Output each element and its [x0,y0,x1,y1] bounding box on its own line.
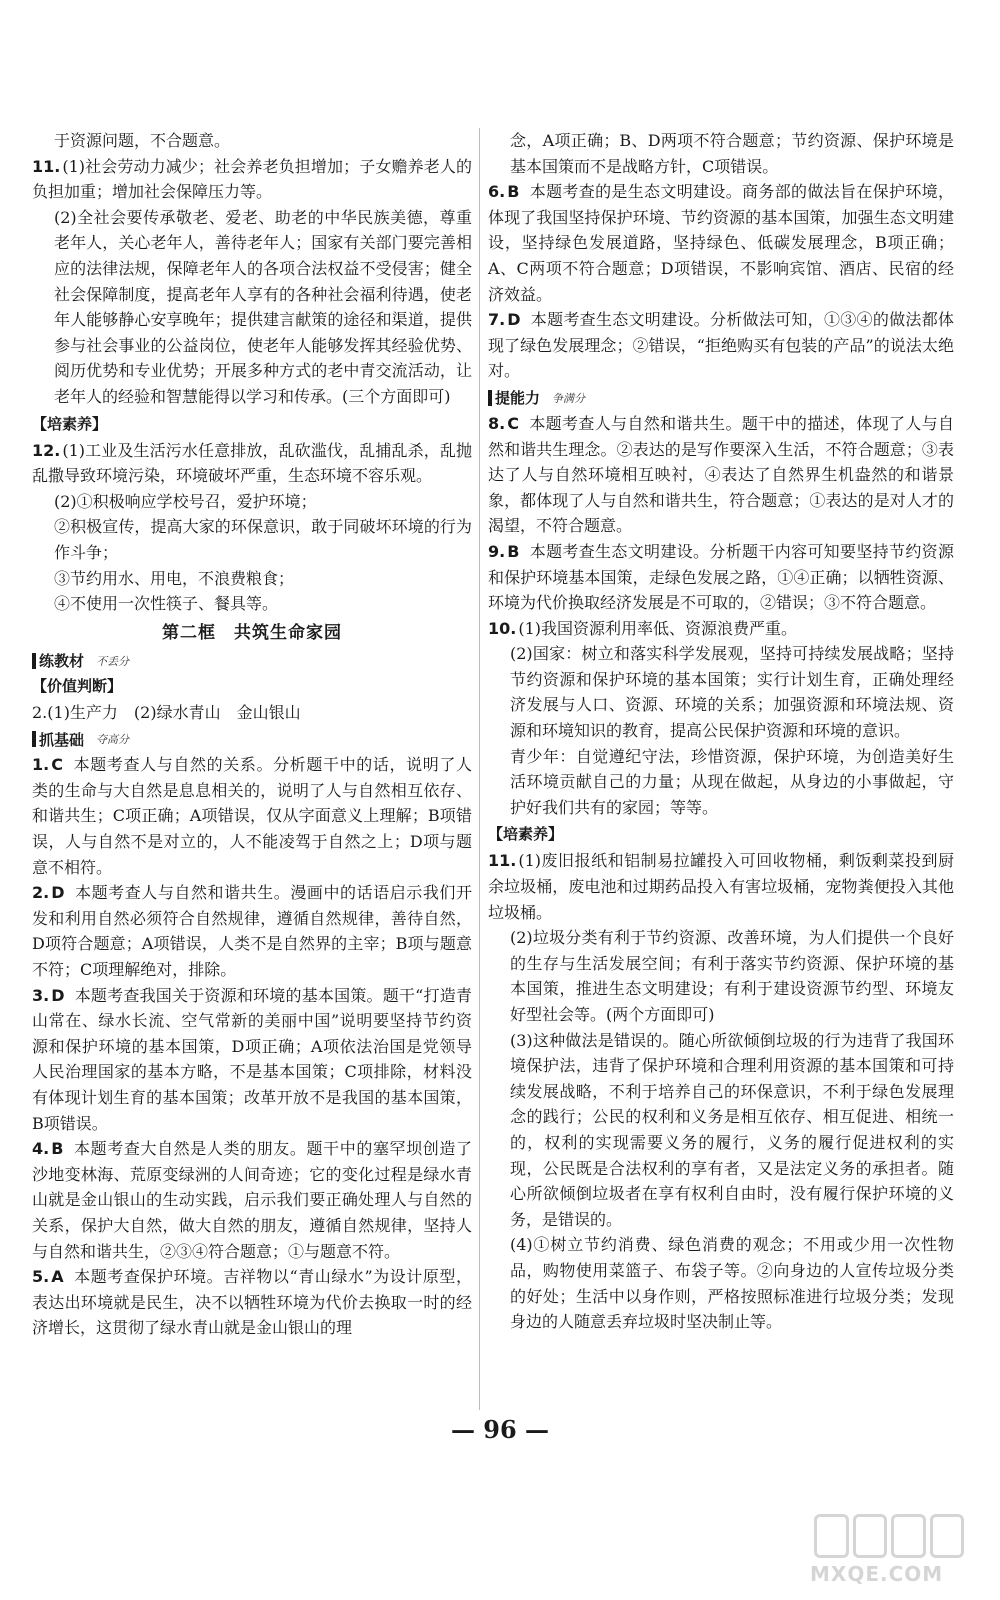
question-5 [32,1264,472,1341]
question-8 [488,411,954,539]
watermark-logo [810,1514,980,1586]
answer-text: (1)社会劳动力减少；社会养老负担增加；子女赡养老人的负担加重；增加社会保障压力等。 [32,156,472,202]
question-number: 10. [488,618,517,638]
answer-text: (1)我国资源利用率低、资源浪费严重。 [518,618,798,638]
question-number: 4. [32,1139,50,1159]
section-heading-peisuyang: 【培素养】 [488,825,564,844]
question-3 [32,983,472,1137]
left-column [32,128,472,1341]
section-title: 练教材 [39,652,85,671]
question-number: 6. [488,182,506,202]
answer-paragraph: ②积极宣传，提高大家的环保意识，敢于同破坏环境的行为作斗争； [54,517,472,562]
answer-paragraph: (2)国家：树立和落实科学发展观，坚持可持续发展战略；坚持节约资源和保护环境的基本国策；实行计划生育，正确处理经济发展与人口、资源、环境的关系；加强资源和环境法规、资源和环境知识的教育，提高公民保护资源和环境的意识。 [510,644,954,741]
question-number: 7. [488,310,506,330]
answer-letter: D [51,883,65,903]
answer-paragraph: (2)①积极响应学校号召，爱护环境； [54,491,317,511]
section-zhuajichu [32,728,472,750]
column-divider [479,128,480,1410]
answer-paragraph: (3)这种做法是错误的。随心所欲倾倒垃圾的行为违背了我国环境保护法，违背了保护环境和合理利用资源的基本国策和可持续发展战略，不利于培养自己的环保意识，不利于绿色发展理念的践行；公民的权利和义务是相互依存、相互促进、相统一的，权利的实现需要义务的履行，义务的履行促进权利的实现，公民既是合法权利的享有者，又是法定义务的承担者。随心所欲倾倒垃圾者在享有权利自由时，没有履行保护环境的义务，是错误的。 [510,1030,954,1229]
answer-text: 本题考查生态文明建设。分析做法可知，①③④的做法都体现了绿色发展理念；②错误，“拒绝购买有包装的产品”的说法太绝对。 [488,310,954,381]
page-number: — 96 — [450,1415,550,1444]
answer-letter: D [51,985,65,1005]
question-number: 1. [32,755,50,775]
answer-letter: A [51,1267,64,1287]
answer-text: 本题考查的是生态文明建设。商务部的做法旨在保护环境，体现了我国坚持保护环境、节约资源的基本国策，加强生态文明建设，坚持绿色发展道路，坚持绿色、低碳发展理念，B项正确；A、C两项不符合题意；D项错误，不影响宾馆、酒店、民宿的经济效益。 [488,182,954,304]
section-tinengli [488,387,954,409]
section-subtitle: 不丢分 [96,654,130,668]
answer-text: 本题考查我国关于资源和环境的基本国策。题干“打造青山常在、绿水长流、空气常新的美丽中国”说明要坚持节约资源和保护环境的基本国策，D项正确；A项依法治国是党领导人民治理国家的基本方略，不是基本国策；C项排除，材料没有体现计划生育的基本国策；改革开放不是我国的基本国策，B项错误。 [32,985,472,1133]
question-number: 9. [488,541,506,561]
answer-letter: D [507,310,521,330]
section-title: 提能力 [495,389,541,408]
section-title: 抓基础 [39,730,85,749]
answer-paragraph: (2)垃圾分类有利于节约资源、改善环境，为人们提供一个良好的生存与生活发展空间；有利于落实节约资源、保护环境的基本国策，推进生态文明建设；有利于建设资源节约型、环境友好型社会等。(两个方面即可) [510,928,954,1024]
answer-paragraph: (2)全社会要传承敬老、爱老、助老的中华民族美德，尊重老年人，关心老年人，善待老年人；国家有关部门要完善相应的法律法规，保障老年人的各项合法权益不受侵害；健全社会保障制度，提高老年人享有的各种社会福利待遇，使老年人能够静心安享晚年；提供建言献策的途径和渠道，提供参与社会事业的公益岗位，使老年人能够发挥其经验优势、阅历优势和专业优势；开展多种方式的老中青交流活动，让老年人的经验和智慧能得以学习和传承。(三个方面即可) [54,207,472,406]
question-4 [32,1136,472,1264]
watermark-site: MXQE.COM [810,1562,944,1586]
answer-text: 本题考查人与自然的关系。分析题干中的话，说明了人类的生命与大自然是息息相关的，说明了人与自然相互依存、和谐共生；C项正确；A项错误，仅从字面意义上理解；B项错误，人与自然不是对立的，人不能凌驾于自然之上；D项与题意不相符。 [32,755,472,877]
lesson-title: 第二框 共筑生命家园 [162,622,342,643]
answer-letter: B [51,1139,64,1159]
question-11-right [488,848,954,925]
question-9 [488,539,954,616]
section-bar-icon [32,653,36,669]
question-2 [32,880,472,982]
answer-line: 2.(1)生产力 (2)绿水青山 金山银山 [32,702,301,722]
answer-paragraph: ④不使用一次性筷子、餐具等。 [54,594,279,614]
answer-paragraph: (4)①树立节约消费、绿色消费的观念；不用或少用一次性物品，购物使用菜篮子、布袋子等。②向身边的人宣传垃圾分类的好处；生活中以身作则，严格按照标准进行垃圾分类；发现身边的人随意丢弃垃圾时坚决制止等。 [510,1235,954,1332]
question-number: 11. [32,156,61,176]
question-10 [488,616,954,642]
answer-letter: B [507,182,520,202]
answer-text: 本题考查大自然是人类的朋友。题干中的塞罕坝创造了沙地变林海、荒原变绿洲的人间奇迹；它的变化过程是绿水青山就是金山银山的生动实践，启示我们要正确处理人与自然的关系，保护大自然，做大自然的朋友，遵循自然规律，坚持人与自然和谐共生，②③④符合题意；①与题意不符。 [32,1139,472,1261]
right-column [488,128,954,1335]
question-number: 8. [488,413,506,433]
answer-letter: C [51,755,63,775]
question-11 [32,154,472,205]
question-6 [488,179,954,307]
question-7 [488,307,954,384]
question-number: 2. [32,883,50,903]
section-lianjiaocai [32,650,472,672]
answer-text: 本题考查人与自然和谐共生。题干中的描述，体现了人与自然和谐共生理念。②表达的是写作要深入生活，不符合题意；③表达了人与自然环境相互映衬，④表达了自然界生机盎然的和谐景象，都体现了人与自然和谐共生，符合题意；①表达的是对人才的渴望，不符合题意。 [488,413,954,536]
question-1 [32,752,472,880]
answer-letter: B [507,541,520,561]
answer-paragraph: 青少年：自觉遵纪守法，珍惜资源，保护环境，为创造美好生活环境贡献自己的力量；从现在做起，从身边的小事做起，守护好我们共有的家园；等等。 [510,746,954,817]
section-bar-icon [488,390,492,406]
answer-text: (1)废旧报纸和铝制易拉罐投入可回收物桶，剩饭剩菜投到厨余垃圾桶，废电池和过期药品投入有害垃圾桶，宠物粪便投入其他垃圾桶。 [488,851,954,922]
continuation-text: 于资源问题，不合题意。 [54,131,231,150]
answer-text: 本题考查保护环境。吉祥物以“青山绿水”为设计原型，表达出环境就是民生，决不以牺牲环境为代价去换取一时的经济增长，这贯彻了绿水青山就是金山银山的理 [32,1267,472,1338]
watermark-glyph-icon [814,1514,964,1558]
continuation-text: 念，A项正确；B、D两项不符合题意；节约资源、保护环境是基本国策而不是战略方针，C项错误。 [510,131,954,176]
question-number: 3. [32,985,50,1005]
answer-paragraph: ③节约用水、用电，不浪费粮食； [54,568,295,588]
section-heading-jiazhi: 【价值判断】 [32,676,123,695]
section-subtitle: 争满分 [552,391,586,405]
answer-text: 本题考查生态文明建设。分析题干内容可知要坚持节约资源和保护环境基本国策，走绿色发展之路，①④正确；以牺牲资源、环境为代价换取经济发展是不可取的，②错误；③不符合题意。 [488,541,954,613]
question-number: 12. [32,440,61,460]
section-heading-peisuyang: 【培素养】 [32,414,108,433]
question-number: 11. [488,851,517,871]
question-12 [32,438,472,489]
question-number: 5. [32,1267,50,1287]
section-bar-icon [32,731,36,747]
answer-text: (1)工业及生活污水任意排放，乱砍滥伐，乱捕乱杀，乱抛乱撒导致环境污染，环境破坏严重，生态环境不容乐观。 [32,440,472,486]
answer-letter: C [507,413,519,433]
section-subtitle: 夺高分 [96,733,130,747]
answer-text: 本题考查人与自然和谐共生。漫画中的话语启示我们开发和利用自然必须符合自然规律，遵循自然规律，善待自然，D项符合题意；A项错误，人类不是自然界的主宰；B项与题意不符；C项理解绝对，排除。 [32,883,472,980]
